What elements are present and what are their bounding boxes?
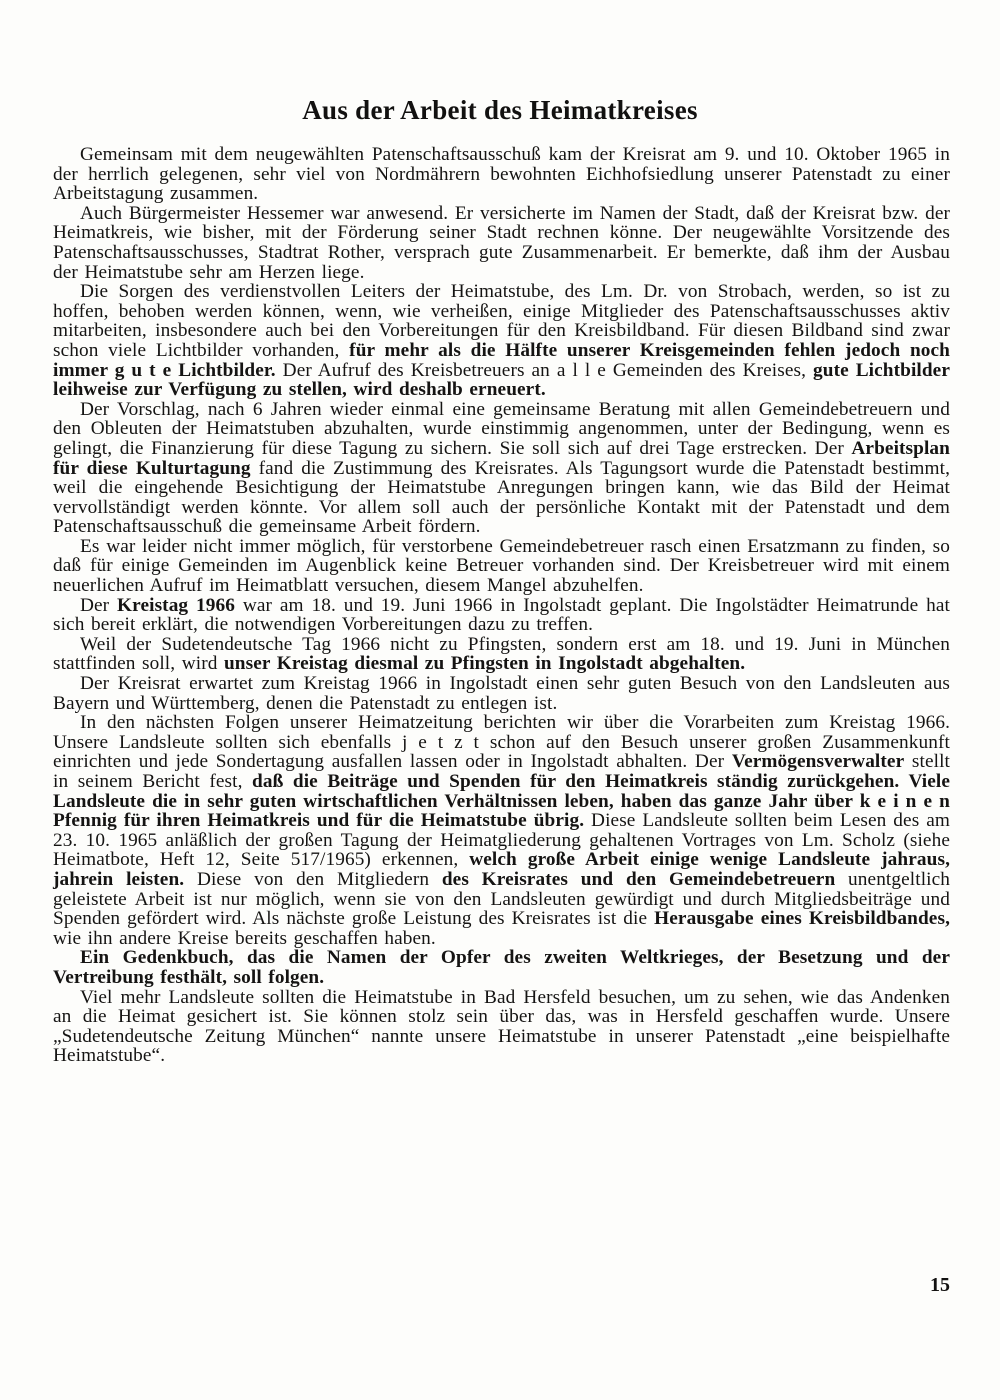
paragraph xyxy=(53,400,950,537)
text-segment: Gemeinsam mit dem neugewählten Patenschaftsausschuß kam der Kreisrat am 9. und 10. Oktober 1965 in der herrlich gelegenen, sehr viel von Nordmährern bewohnten Eichhofsiedlung unserer Patenstadt zu einer Arbeitstagung zusammen. xyxy=(53,144,950,205)
text-segment: Auch Bürgermeister Hessemer war anwesend. Er versicherte im Namen der Stadt, daß der Kreisrat bzw. der Heimatkreis, wie bisher, mit der Förderung seiner Stadt rechnen könne. Der neugewählte Vorsitzende des Patenschaftsausschusses, Stadtrat Rother, versprach gute Zusammenarbeit. Er bemerkte, daß ihm der Ausbau der Heimatstube sehr am Herzen liege. xyxy=(53,202,950,283)
text-segment: stellt in seinem Bericht fest, xyxy=(53,751,950,792)
paragraph xyxy=(53,674,950,713)
text-segment: war am 18. und 19. Juni 1966 in Ingolstadt geplant. Die Ingolstädter Heimatrunde hat sich bereit erklärt, die notwendigen Vorbereitungen dazu zu treffen. xyxy=(53,594,950,636)
text-segment: Der Aufruf des Kreisbetreuers an a l l e Gemeinden des Kreises, xyxy=(275,359,813,381)
text-segment: Diese von den Mitgliedern xyxy=(184,868,442,890)
paragraph xyxy=(53,145,950,204)
text-segment: wie ihn andere Kreise bereits geschaffen haben. xyxy=(53,927,436,949)
text-segment: Diese Landsleute sollten beim Lesen des am 23. 10. 1965 anläßlich der großen Tagung der Heimatgliederung gehaltenen Vortrages von Lm. Scholz (siehe Heimatbote, Heft 12, Seite 517/1965) erkennen, xyxy=(53,810,951,871)
body-text xyxy=(53,145,950,1066)
bold-text-segment: daß die Beiträge und Spenden für den Heimatkreis ständig zurückgehen. Viele Landsleute die in sehr guten wirtschaftlichen Verhältnissen leben, haben das ganze Jahr über k e i n e n Pfennig für ihren Heimatkreis und für die Heimatstube übrig. xyxy=(53,771,951,832)
paragraph xyxy=(53,596,950,635)
bold-text-segment: Ein Gedenkbuch, das die Namen der Opfer des zweiten Weltkrieges, der Besetzung und der Vertreibung festhält, soll folgen. xyxy=(53,947,950,988)
paragraph xyxy=(53,713,950,948)
paragraph xyxy=(53,635,950,674)
paragraph xyxy=(53,282,950,400)
bold-text-segment: Arbeitsplan für diese Kulturtagung xyxy=(53,437,950,479)
text-segment: Es war leider nicht immer möglich, für verstorbene Gemeindebetreuer rasch einen Ersatzmann zu finden, so daß für einige Gemeinden im Augenblick keine Betreuer vorhanden sind. Der Kreisbetreuer wird mit einem neuerlichen Aufruf im Heimatblatt versuchen, diesem Mangel abzuhelfen. xyxy=(53,535,950,597)
bold-text-segment: Vermögensverwalter xyxy=(731,751,905,773)
bold-text-segment: gute Lichtbilder leihweise zur Verfügung zu stellen, wird deshalb erneuert. xyxy=(53,359,950,401)
text-segment: Weil der Sudetendeutsche Tag 1966 nicht zu Pfingsten, sondern erst am 18. und 19. Juni in München stattfinden soll, wird xyxy=(53,633,950,675)
text-segment: Der xyxy=(80,594,118,616)
text-segment: Der Vorschlag, nach 6 Jahren wieder einmal eine gemeinsame Beratung mit allen Gemeindebetreuern und den Obleuten der Heimatstuben abzuhalten, wurde einstimmig angenommen, unter der Bedingung, wenn es gelingt, die Finanzierung für diese Tagung zu sichern. Sie soll sich auf drei Tage erstrecken. Der xyxy=(53,398,950,459)
bold-text-segment: des Kreisrates und den Gemeindebetreuern xyxy=(441,868,836,890)
text-segment: unentgeltlich geleistete Arbeit ist nur möglich, wenn sie von den Landsleuten gewürdigt und durch Mitgliedsbeiträge und Spenden gefördert wird. Als nächste große Leistung des Kreisrates ist die xyxy=(53,868,951,930)
text-segment: fand die Zustimmung des Kreisrates. Als Tagungsort wurde die Patenstadt bestimmt, weil die eingehende Besichtigung der Heimatstube Anregungen bringen kann, wie das Bild der Heimat vervollständigt werden könnte. Vor allem soll auch der persönliche Kontakt mit der Patenstadt und dem Patenschaftsausschuß die gemeinsame Arbeit fördern. xyxy=(53,457,950,538)
text-segment: Viel mehr Landsleute sollten die Heimatstube in Bad Hersfeld besuchen, um zu sehen, wie das Andenken an die Heimat gesichert ist. Sie können stolz sein über das, was in Hersfeld geschaffen wurde. Unsere „Sudetendeutsche Zeitung München“ nannte unsere Heimatstube in unserer Patenstadt „eine beispielhafte Heimatstube“. xyxy=(53,986,950,1067)
text-segment: Die Sorgen des verdienstvollen Leiters der Heimatstube, des Lm. Dr. von Strobach, werden, so ist zu hoffen, behoben werden können, wenn, wie verheißen, einige Mitglieder des Patenschaftsausschusses aktiv mitarbeiten, insbesondere auch bei den Vorbereitungen für den Kreisbildband. Für diesen Bildband sind zwar schon viele Lichtbilder vorhanden, xyxy=(53,281,950,361)
bold-text-segment: Kreistag 1966 xyxy=(117,594,235,616)
bold-text-segment: Herausgabe eines Kreisbildbandes, xyxy=(654,908,950,930)
bold-text-segment: welch große Arbeit einige wenige Landsleute jahraus, jahrein leisten. xyxy=(53,849,950,890)
paragraph xyxy=(53,537,950,596)
text-segment: In den nächsten Folgen unserer Heimatzeitung berichten wir über die Vorarbeiten zum Kreistag 1966. Unsere Landsleute sollten sich ebenfalls j e t z t schon auf den Besuch unserer großen Zusammenkunft einrichten und jede Sondertagung ausfallen lassen oder in Ingolstadt abhalten. Der xyxy=(53,712,950,773)
bold-text-segment: unser Kreistag diesmal zu Pfingsten in Ingolstadt abgehalten. xyxy=(223,653,746,675)
page-title: Aus der Arbeit des Heimatkreises xyxy=(302,95,698,125)
page-number: 15 xyxy=(930,1274,950,1296)
paragraph xyxy=(53,948,950,987)
paragraph xyxy=(53,204,950,282)
text-segment: Der Kreisrat erwartet zum Kreistag 1966 in Ingolstadt einen sehr guten Besuch von den Landsleuten aus Bayern und Württemberg, denen die Patenstadt zu entlegen ist. xyxy=(53,673,950,714)
bold-text-segment: für mehr als die Hälfte unserer Kreisgemeinden fehlen jedoch noch immer g u t e Lichtbilder. xyxy=(53,339,950,381)
paragraph xyxy=(53,988,950,1066)
